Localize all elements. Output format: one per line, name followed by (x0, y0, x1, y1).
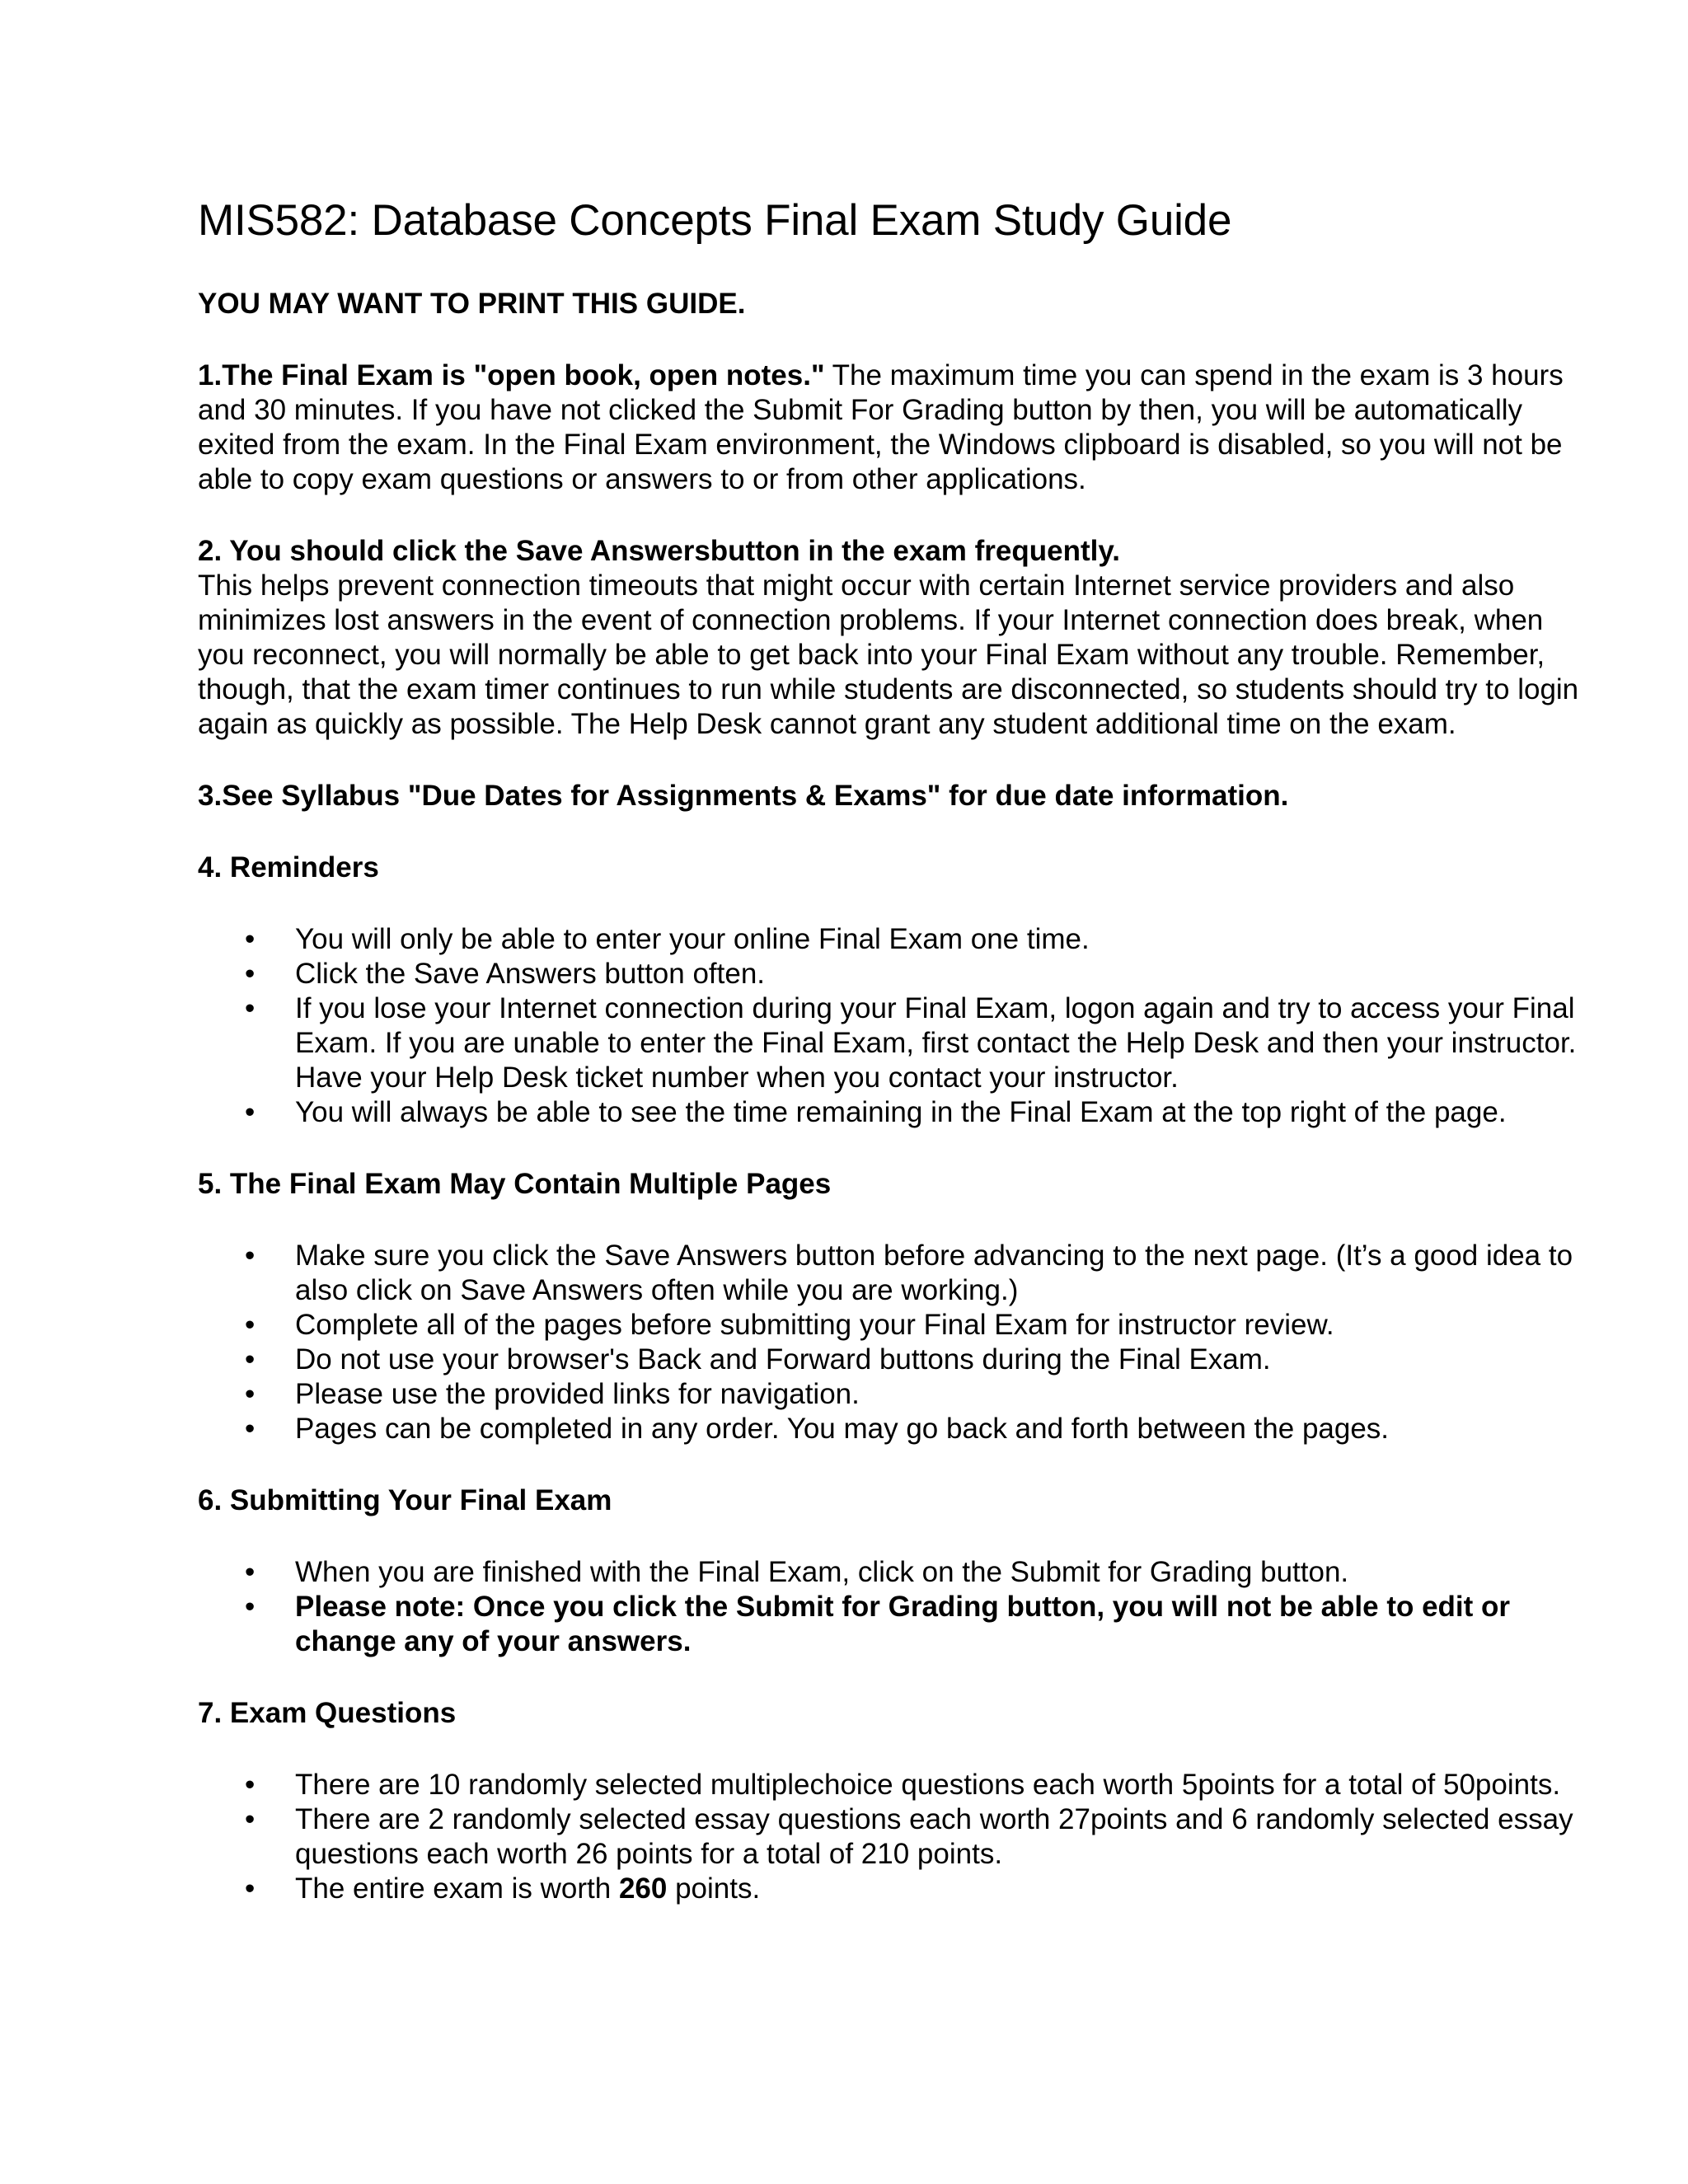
section-7 (198, 1696, 1582, 1906)
section-5 (198, 1167, 1582, 1446)
section-1 (198, 359, 1582, 497)
list-item (198, 1590, 1582, 1659)
section-5-heading: 5. The Final Exam May Contain Multiple Pages (198, 1168, 832, 1200)
exam-questions-list (198, 1768, 1582, 1906)
list-item-text: Pages can be completed in any order. You may go back and forth between the pages. (295, 1413, 1390, 1445)
section-2-heading: 2. You should click the Save Answersbutton in the exam frequently. (198, 535, 1120, 567)
list-item (198, 922, 1582, 957)
list-item (198, 1555, 1582, 1590)
section-4-heading: 4. Reminders (198, 851, 379, 883)
section-1-body: The maximum time you can spend in the exam is 3 hours and 30 minutes. If you have not clicked the Submit For Grading button by then, you will be automatically exited from the exam. In the Final Exam environment, the Windows clipboard is disabled, so you will not be able to copy exam questions or answers to or from other applications. (198, 359, 1564, 495)
print-note: YOU MAY WANT TO PRINT THIS GUIDE. (198, 288, 746, 320)
list-item-text: Do not use your browser's Back and Forward buttons during the Final Exam. (295, 1343, 1271, 1376)
list-item (198, 991, 1582, 1095)
list-item (198, 1377, 1582, 1412)
list-item-text: Please note: Once you click the Submit for Grading button, you will not be able to edit or change any of your answers. (295, 1591, 1511, 1657)
section-1-text (198, 359, 1582, 497)
list-item-text: If you lose your Internet connection during your Final Exam, logon again and try to access your Final Exam. If you are unable to enter the Final Exam, first contact the Help Desk and then your instructor. Have your Help Desk ticket number when you contact your instructor. (295, 992, 1577, 1094)
list-item-text: There are 10 randomly selected multiplechoice questions each worth 5points for a total of 50points. (295, 1769, 1561, 1801)
total-prefix: The entire exam is worth (295, 1872, 619, 1905)
list-item (198, 1768, 1582, 1802)
bullet-icon: • (245, 1803, 256, 1835)
bullet-icon: • (245, 1591, 256, 1623)
bullet-icon: • (245, 1872, 256, 1905)
list-item (198, 1308, 1582, 1343)
list-item (198, 1239, 1582, 1308)
multiple-pages-list (198, 1239, 1582, 1446)
list-item (198, 1872, 1582, 1906)
list-item (198, 957, 1582, 991)
list-item-text: Click the Save Answers button often. (295, 958, 766, 990)
list-item-text: When you are finished with the Final Exam, click on the Submit for Grading button. (295, 1556, 1349, 1588)
section-7-heading: 7. Exam Questions (198, 1697, 457, 1729)
bullet-icon: • (245, 958, 256, 990)
bullet-icon: • (245, 1556, 256, 1588)
bullet-icon: • (245, 1413, 256, 1445)
list-item (198, 1802, 1582, 1872)
section-4 (198, 851, 1582, 1130)
reminders-list (198, 922, 1582, 1130)
section-1-lead: 1.The Final Exam is "open book, open notes." (198, 359, 825, 391)
section-6-heading: 6. Submitting Your Final Exam (198, 1484, 612, 1516)
bullet-icon: • (245, 992, 256, 1024)
bullet-icon: • (245, 923, 256, 955)
list-item (198, 1343, 1582, 1377)
section-3 (198, 779, 1582, 813)
bullet-icon: • (245, 1343, 256, 1376)
section-2-body: This helps prevent connection timeouts that might occur with certain Internet service providers and also minimizes lost answers in the event of connection problems. If your Internet connection does break, when you reconnect, you will normally be able to get back into your Final Exam without any trouble. Remember, though, that the exam timer continues to run while students are disconnected, so students should try to login again as quickly as possible. The Help Desk cannot grant any student additional time on the exam. (198, 569, 1579, 740)
section-2 (198, 534, 1582, 742)
list-item (198, 1412, 1582, 1446)
total-points-value: 260 (618, 1872, 668, 1905)
section-3-heading: 3.See Syllabus "Due Dates for Assignments & Exams" for due date information. (198, 780, 1289, 812)
bullet-icon: • (245, 1769, 256, 1801)
list-item-text: There are 2 randomly selected essay questions each worth 27points and 6 randomly selected essay questions each worth 26 points for a total of 210 points. (295, 1803, 1573, 1870)
section-6 (198, 1483, 1582, 1659)
page-title: MIS582: Database Concepts Final Exam Study Guide (198, 196, 1232, 245)
study-guide-page (198, 188, 1582, 1906)
list-item-text: You will always be able to see the time remaining in the Final Exam at the top right of the page. (295, 1096, 1507, 1128)
bullet-icon: • (245, 1240, 256, 1272)
list-item-text: You will only be able to enter your online Final Exam one time. (295, 923, 1090, 955)
total-suffix: points. (667, 1872, 761, 1905)
list-item-text: Make sure you click the Save Answers button before advancing to the next page. (It’s a good idea to also click on Save Answers often while you are working.) (295, 1240, 1573, 1306)
bullet-icon: • (245, 1096, 256, 1128)
bullet-icon: • (245, 1378, 256, 1410)
submitting-list (198, 1555, 1582, 1659)
total-points-text (295, 1872, 760, 1905)
list-item-text: Complete all of the pages before submitting your Final Exam for instructor review. (295, 1309, 1334, 1341)
bullet-icon: • (245, 1309, 256, 1341)
list-item (198, 1095, 1582, 1130)
list-item-text: Please use the provided links for navigation. (295, 1378, 860, 1410)
